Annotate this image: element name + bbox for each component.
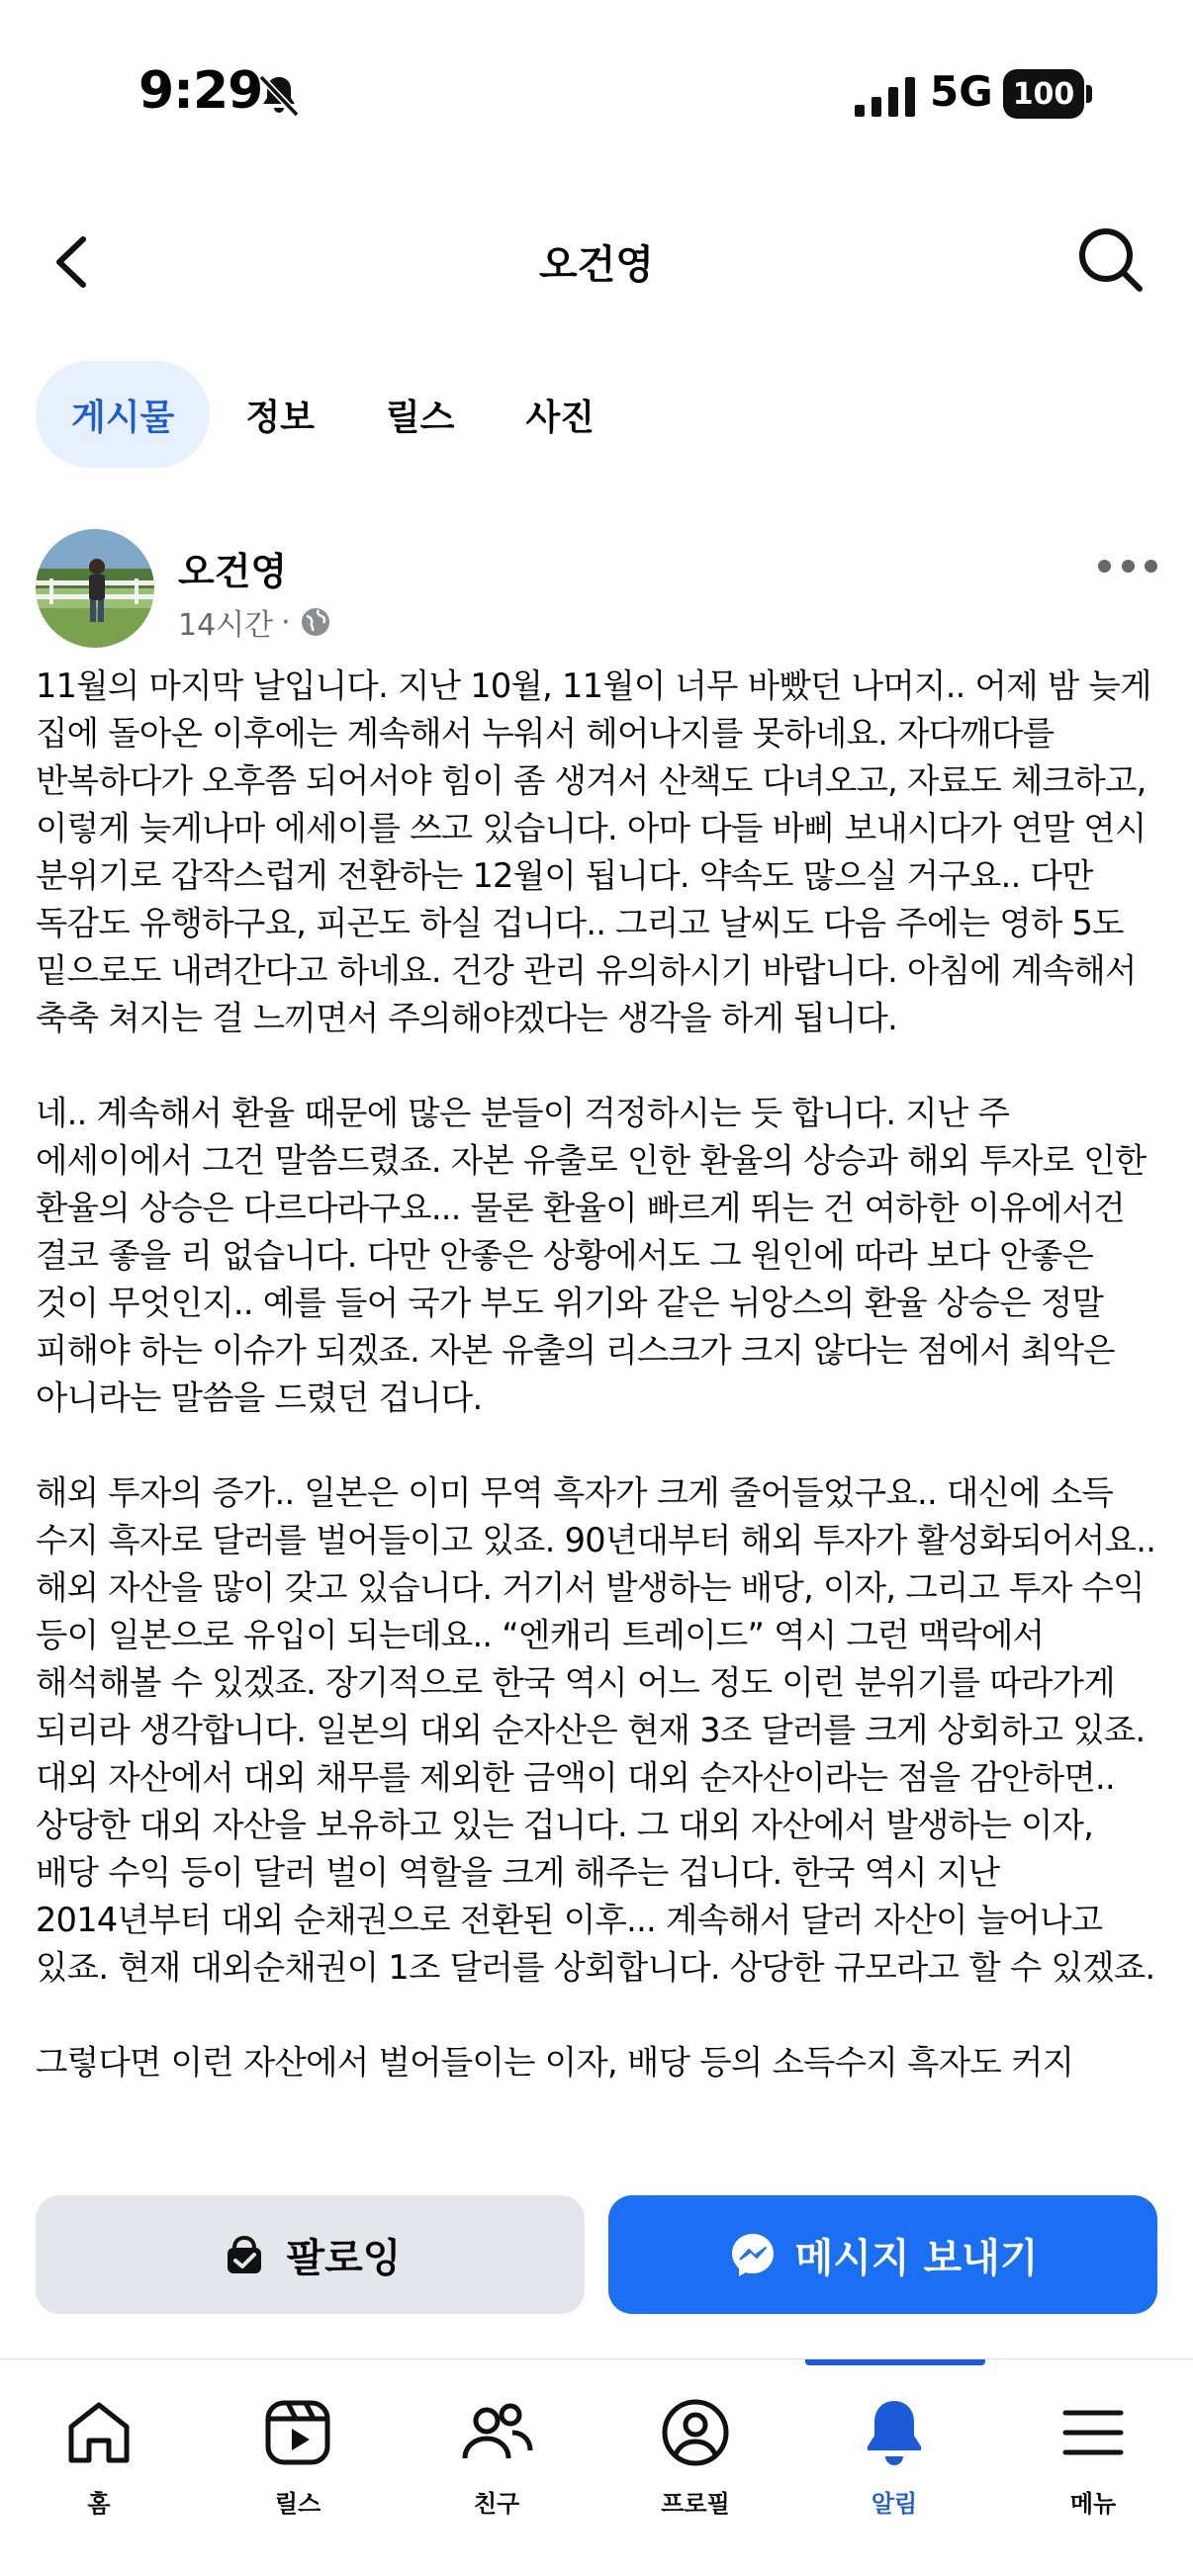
network-label: 5G (930, 67, 993, 116)
avatar[interactable] (36, 529, 154, 648)
signal-icon (855, 77, 916, 117)
reels-icon (260, 2395, 335, 2470)
bell-off-icon (255, 71, 303, 119)
menu-icon (1055, 2395, 1131, 2470)
author-name[interactable]: 오건영 (178, 550, 288, 593)
post-meta (178, 600, 332, 644)
profile-tabs (36, 361, 630, 468)
post-paragraph: 해외 투자의 증가.. 일본은 이미 무역 흑자가 크게 줄어들었구요.. 대신에 소득 수지 흑자로 달러를 벌어들이고 있죠. 90년대부터 해외 투자가 활성화되어서요.. 해외 자산을 많이 갖고 있습니다. 거기서 발생하는 배당, 이자, 그리고 투자 수익 등이 일본으로 유입이 되는데요.. “엔캐리 트레이드” 역시 그런 맥락에서 해석해볼 수 있겠죠. 장기적으로 한국 역시 어느 정도 이런 분위기를 따라가게 되리라 생각합니다. 일본의 대외 순자산은 현재 3조 달러를 크게 상회하고 있죠. 대외 자산에서 대외 채무를 제외한 금액이 대외 순자산이라는 점을 감안하면.. 상당한 대외 자산을 보유하고 있는 겁니다. 그 대외 자산에서 발생하는 이자, 배당 수익 등이 달러 벌이 역할을 크게 해주는 겁니다. 한국 역시 지난 2014년부터 대외 순채권으로 전환된 이후... 계속해서 달러 자산이 늘어나고 있죠. 현재 대외순채권이 1조 달러를 상회합니다. 상당한 규모라고 할 수 있겠죠. (36, 1473, 1156, 1987)
nav-menu[interactable] (994, 2359, 1192, 2528)
profile-actions (36, 2195, 1157, 2314)
battery-icon (1003, 69, 1092, 119)
send-message-label: 메시지 보내기 (794, 2235, 1039, 2281)
nav-menu-label: 메뉴 (1069, 2490, 1117, 2518)
more-options-icon[interactable] (1098, 551, 1157, 580)
search-button[interactable] (1074, 223, 1146, 295)
post-paragraph: 그렇다면 이런 자산에서 벌어들이는 이자, 배당 등의 소득수지 흑자도 커지 (36, 2043, 1074, 2082)
nav-friends-label: 친구 (473, 2490, 520, 2518)
nav-home-label: 홈 (87, 2490, 111, 2518)
globe-icon (299, 605, 332, 639)
following-label: 팔로잉 (286, 2235, 402, 2281)
page-title: 오건영 (539, 242, 654, 288)
nav-reels[interactable] (199, 2359, 397, 2528)
post-time[interactable]: 14시간 (178, 608, 274, 643)
post-paragraph: 11월의 마지막 날입니다. 지난 10월, 11월이 너무 바빴던 나머지.. 어제 밤 늦게 집에 돌아온 이후에는 계속해서 누워서 헤어나지를 못하네요. 자다깨다를 반복하다가 오후쯤 되어서야 힘이 좀 생겨서 산책도 다녀오고, 자료도 체크하고, 이렇게 늦게나마 에세이를 쓰고 있습니다. 아마 다들 바삐 보내시다가 연말 연시 분위기로 갑작스럽게 전환하는 12월이 됩니다. 약속도 많으실 거구요.. 다만 독감도 유행하구요, 피곤도 하실 겁니다.. 그리고 날씨도 다음 주에는 영하 5도 밑으로도 내려간다고 하네요. 건강 관리 유의하시기 바랍니다. 아침에 계속해서 축축 쳐지는 걸 느끼면서 주의해야겠다는 생각을 하게 됩니다. (36, 666, 1151, 1037)
battery-level: 100 (1003, 69, 1084, 119)
page-header (0, 188, 1193, 336)
meta-separator: · (281, 604, 291, 640)
following-check-icon (220, 2230, 269, 2279)
friends-icon (459, 2395, 534, 2470)
nav-friends[interactable] (398, 2359, 596, 2528)
nav-reels-label: 릴스 (274, 2490, 321, 2518)
send-message-button[interactable] (608, 2195, 1157, 2314)
messenger-icon (728, 2230, 778, 2279)
bottom-navigation (0, 2358, 1193, 2576)
tab-posts[interactable]: 게시물 (36, 361, 210, 468)
post-header (36, 529, 1157, 656)
home-icon (61, 2395, 137, 2470)
nav-profile-label: 프로필 (661, 2490, 730, 2518)
bell-icon (857, 2395, 932, 2470)
nav-home[interactable] (0, 2359, 198, 2528)
status-time: 9:29 (138, 61, 263, 121)
post-text (36, 663, 1157, 2176)
following-button[interactable] (36, 2195, 585, 2314)
tab-info[interactable]: 정보 (245, 397, 315, 438)
nav-notifications-label: 알림 (871, 2490, 918, 2518)
nav-profile[interactable] (596, 2359, 794, 2528)
tab-photos[interactable]: 사진 (525, 397, 596, 438)
post-paragraph: 네.. 계속해서 환율 때문에 많은 분들이 걱정하시는 듯 합니다. 지난 주 에세이에서 그건 말씀드렸죠. 자본 유출로 인한 환율의 상승과 해외 투자로 인한 환율의 상승은 다르다라구요... 물론 환율이 빠르게 뛰는 건 여하한 이유에서건 결코 좋을 리 없습니다. 다만 안좋은 상황에서도 그 원인에 따라 보다 안좋은 것이 무엇인지.. 예를 들어 국가 부도 위기와 같은 뉘앙스의 환율 상승은 정말 피해야 하는 이슈가 되겠죠. 자본 유출의 리스크가 크지 않다는 점에서 최악은 아니라는 말씀을 드렸던 겁니다. (36, 1094, 1147, 1417)
tab-reels[interactable]: 릴스 (385, 397, 455, 438)
profile-icon (658, 2395, 733, 2470)
nav-notifications[interactable] (795, 2359, 993, 2528)
status-bar (0, 0, 1193, 188)
